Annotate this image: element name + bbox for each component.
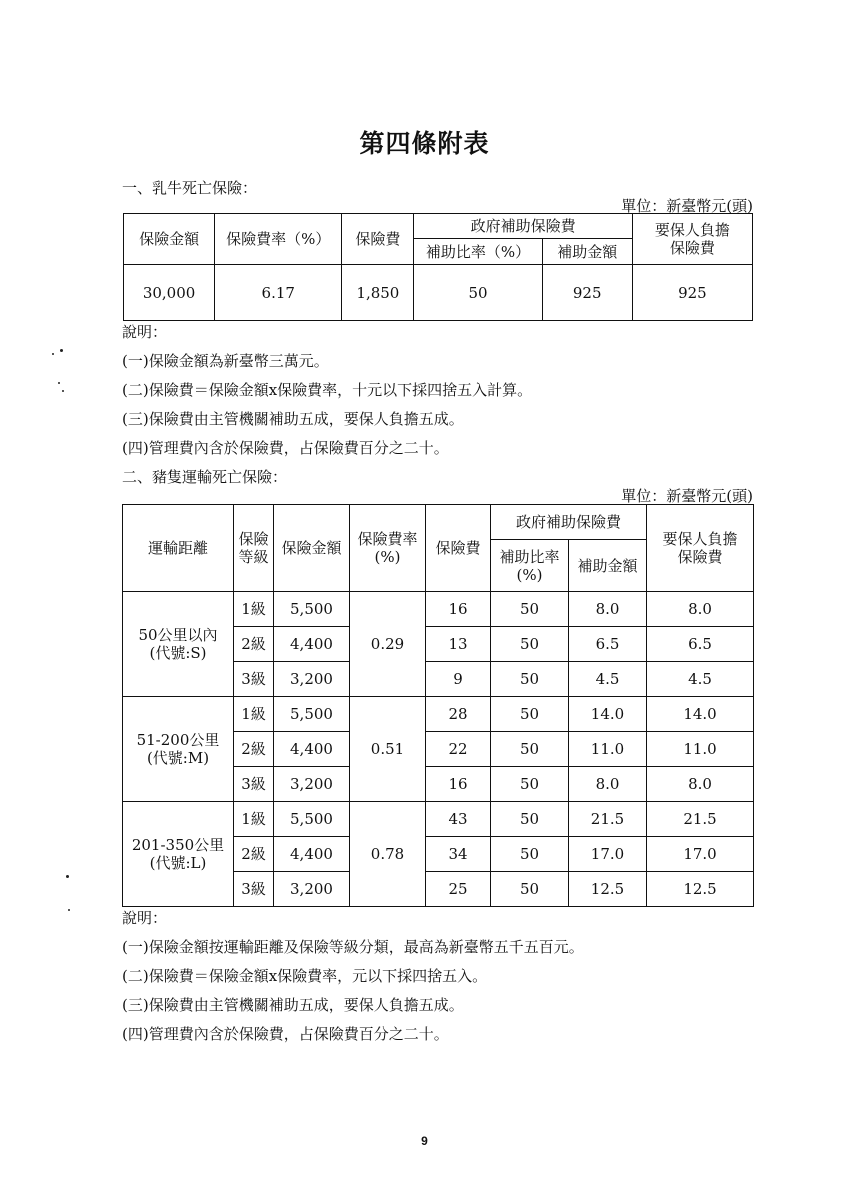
insured-cell: 8.0 bbox=[647, 592, 754, 627]
notes-label: 說明： bbox=[122, 909, 168, 927]
premium-cell: 9 bbox=[426, 662, 491, 697]
header-premium: 保險費 bbox=[342, 214, 414, 265]
page-title: 第四條附表 bbox=[359, 129, 490, 158]
insured-cell: 21.5 bbox=[647, 802, 754, 837]
premium-cell: 16 bbox=[426, 767, 491, 802]
ratio-cell: 50 bbox=[491, 837, 569, 872]
amount-cell: 4,400 bbox=[274, 627, 350, 662]
distance-label: 50公里以內 bbox=[138, 626, 218, 644]
header-insured-line2: 保險費 bbox=[677, 548, 723, 566]
level-cell: 3級 bbox=[234, 872, 274, 907]
distance-label: 201-350公里 bbox=[131, 836, 225, 854]
gov-amount-cell: 4.5 bbox=[569, 662, 647, 697]
scan-speck bbox=[62, 390, 64, 392]
amount-cell: 4,400 bbox=[274, 732, 350, 767]
header-level-line1: 保險 bbox=[238, 530, 269, 548]
premium-cell: 25 bbox=[426, 872, 491, 907]
scan-speck bbox=[66, 875, 69, 878]
dairy-cow-table bbox=[123, 213, 753, 321]
section1-heading: 一、乳牛死亡保險： bbox=[122, 179, 258, 197]
distance-code: (代號:S) bbox=[149, 644, 207, 662]
header-insured-line1: 要保人負擔 bbox=[662, 530, 738, 548]
section1-unit: 單位：新臺幣元(頭) bbox=[621, 197, 753, 215]
header-gov-ratio bbox=[491, 540, 569, 592]
gov-amount-cell: 14.0 bbox=[569, 697, 647, 732]
ratio-cell: 50 bbox=[491, 767, 569, 802]
gov-amount-cell: 17.0 bbox=[569, 837, 647, 872]
header-insured-burden bbox=[647, 505, 754, 592]
section1-notes bbox=[122, 318, 532, 463]
ratio-cell: 50 bbox=[491, 732, 569, 767]
distance-cell bbox=[123, 592, 234, 697]
note-item: (四)管理費內含於保險費，占保險費百分之二十。 bbox=[122, 1025, 449, 1043]
header-gov-ratio: 補助比率（%） bbox=[414, 239, 542, 265]
cell-gov-ratio: 50 bbox=[414, 265, 542, 321]
gov-amount-cell: 12.5 bbox=[569, 872, 647, 907]
notes-label: 說明： bbox=[122, 323, 168, 341]
header-rate bbox=[350, 505, 426, 592]
header-level bbox=[234, 505, 274, 592]
amount-cell: 5,500 bbox=[274, 802, 350, 837]
gov-amount-cell: 21.5 bbox=[569, 802, 647, 837]
header-premium: 保險費 bbox=[426, 505, 491, 592]
distance-code: (代號:L) bbox=[149, 854, 207, 872]
note-item: (二)保險費＝保險金額x保險費率，十元以下採四捨五入計算。 bbox=[122, 381, 533, 399]
insured-cell: 4.5 bbox=[647, 662, 754, 697]
header-gov-amount: 補助金額 bbox=[569, 540, 647, 592]
section2-notes bbox=[122, 904, 584, 1049]
distance-cell bbox=[123, 697, 234, 802]
level-cell: 1級 bbox=[234, 592, 274, 627]
premium-cell: 16 bbox=[426, 592, 491, 627]
premium-cell: 28 bbox=[426, 697, 491, 732]
insured-cell: 11.0 bbox=[647, 732, 754, 767]
note-item: (二)保險費＝保險金額x保險費率，元以下採四捨五入。 bbox=[122, 967, 488, 985]
insured-cell: 6.5 bbox=[647, 627, 754, 662]
insured-cell: 12.5 bbox=[647, 872, 754, 907]
header-rate-line1: 保險費率 bbox=[357, 530, 418, 548]
ratio-cell: 50 bbox=[491, 592, 569, 627]
level-cell: 3級 bbox=[234, 767, 274, 802]
level-cell: 1級 bbox=[234, 802, 274, 837]
insured-cell: 8.0 bbox=[647, 767, 754, 802]
header-rate: 保險費率（%） bbox=[215, 214, 342, 265]
header-amount: 保險金額 bbox=[124, 214, 215, 265]
cell-rate: 6.17 bbox=[215, 265, 342, 321]
header-gov-amount: 補助金額 bbox=[542, 239, 632, 265]
note-item: (一)保險金額為新臺幣三萬元。 bbox=[122, 352, 329, 370]
gov-amount-cell: 8.0 bbox=[569, 767, 647, 802]
amount-cell: 5,500 bbox=[274, 592, 350, 627]
premium-cell: 22 bbox=[426, 732, 491, 767]
ratio-cell: 50 bbox=[491, 802, 569, 837]
ratio-cell: 50 bbox=[491, 662, 569, 697]
rate-cell: 0.51 bbox=[350, 697, 426, 802]
premium-cell: 43 bbox=[426, 802, 491, 837]
ratio-cell: 50 bbox=[491, 627, 569, 662]
header-insured-line1: 要保人負擔 bbox=[654, 221, 730, 239]
premium-cell: 13 bbox=[426, 627, 491, 662]
scan-speck bbox=[60, 349, 63, 352]
note-item: (四)管理費內含於保險費，占保險費百分之二十。 bbox=[122, 439, 449, 457]
section2-unit: 單位：新臺幣元(頭) bbox=[621, 487, 753, 505]
note-item: (三)保險費由主管機關補助五成，要保人負擔五成。 bbox=[122, 410, 464, 428]
header-amount: 保險金額 bbox=[274, 505, 350, 592]
header-insured-line2: 保險費 bbox=[669, 239, 715, 257]
distance-code: (代號:M) bbox=[146, 749, 210, 767]
scan-speck bbox=[58, 382, 60, 384]
level-cell: 1級 bbox=[234, 697, 274, 732]
gov-amount-cell: 8.0 bbox=[569, 592, 647, 627]
gov-amount-cell: 11.0 bbox=[569, 732, 647, 767]
page-number: 9 bbox=[421, 1134, 428, 1148]
header-ratio-line2: (%) bbox=[516, 565, 543, 584]
distance-label: 51-200公里 bbox=[136, 731, 220, 749]
amount-cell: 4,400 bbox=[274, 837, 350, 872]
header-gov-subsidy: 政府補助保險費 bbox=[491, 505, 647, 540]
insured-cell: 14.0 bbox=[647, 697, 754, 732]
cell-gov-amount: 925 bbox=[542, 265, 632, 321]
rate-cell: 0.78 bbox=[350, 802, 426, 907]
level-cell: 2級 bbox=[234, 837, 274, 872]
distance-cell bbox=[123, 802, 234, 907]
note-item: (一)保險金額按運輸距離及保險等級分類，最高為新臺幣五千五百元。 bbox=[122, 938, 584, 956]
level-cell: 2級 bbox=[234, 627, 274, 662]
cell-premium: 1,850 bbox=[342, 265, 414, 321]
gov-amount-cell: 6.5 bbox=[569, 627, 647, 662]
header-insured-burden bbox=[632, 214, 752, 265]
amount-cell: 3,200 bbox=[274, 662, 350, 697]
insured-cell: 17.0 bbox=[647, 837, 754, 872]
rate-cell: 0.29 bbox=[350, 592, 426, 697]
header-rate-line2: (%) bbox=[374, 548, 401, 566]
level-cell: 2級 bbox=[234, 732, 274, 767]
header-gov-subsidy: 政府補助保險費 bbox=[414, 214, 632, 239]
cell-insured: 925 bbox=[632, 265, 752, 321]
amount-cell: 3,200 bbox=[274, 872, 350, 907]
amount-cell: 3,200 bbox=[274, 767, 350, 802]
amount-cell: 5,500 bbox=[274, 697, 350, 732]
note-item: (三)保險費由主管機關補助五成，要保人負擔五成。 bbox=[122, 996, 464, 1014]
pig-transport-table bbox=[122, 504, 754, 907]
header-distance: 運輸距離 bbox=[123, 505, 234, 592]
level-cell: 3級 bbox=[234, 662, 274, 697]
scan-speck bbox=[52, 353, 54, 355]
scan-speck bbox=[68, 909, 70, 911]
ratio-cell: 50 bbox=[491, 697, 569, 732]
cell-amount: 30,000 bbox=[124, 265, 215, 321]
header-ratio-line1: 補助比率 bbox=[499, 547, 560, 566]
ratio-cell: 50 bbox=[491, 872, 569, 907]
premium-cell: 34 bbox=[426, 837, 491, 872]
header-level-line2: 等級 bbox=[238, 548, 269, 566]
section2-heading: 二、豬隻運輸死亡保險： bbox=[122, 468, 288, 486]
